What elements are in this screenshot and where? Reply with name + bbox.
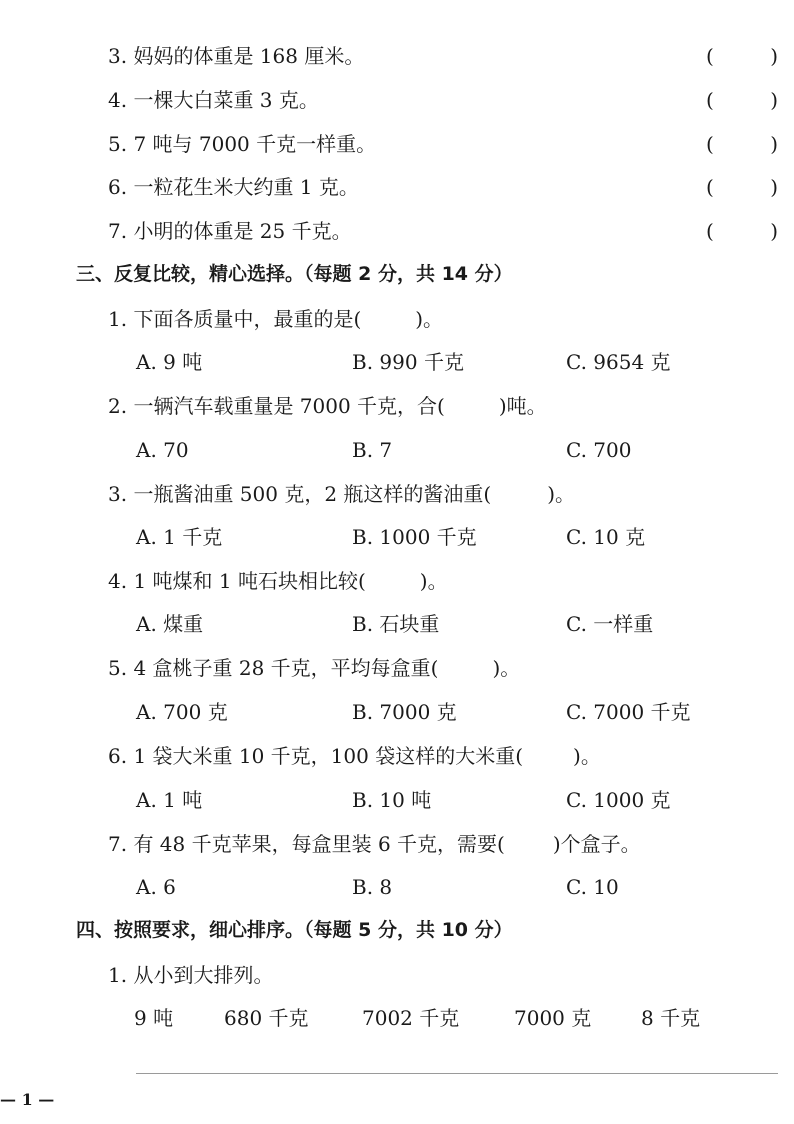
option-c[interactable]: C. 10 克 (566, 525, 646, 549)
judge-text: 7. 小明的体重是 25 千克。 (108, 219, 352, 243)
judge-item: 3. 妈妈的体重是 168 厘米。 ( ) (108, 44, 778, 68)
judge-item: 5. 7 吨与 7000 千克一样重。 ( ) (108, 132, 778, 156)
option-a[interactable]: A. 1 吨 (136, 788, 203, 812)
page-number: — 1 — (0, 1090, 55, 1109)
option-b[interactable]: B. 1000 千克 (352, 525, 477, 549)
judge-text: 6. 一粒花生米大约重 1 克。 (108, 175, 359, 199)
sort-item: 8 千克 (641, 1006, 701, 1030)
option-b[interactable]: B. 7000 克 (352, 700, 457, 724)
section-title: 三、反复比较，精心选择。（每题 2 分，共 14 分） (76, 263, 513, 285)
sort-item: 680 千克 (224, 1006, 309, 1030)
option-b[interactable]: B. 990 千克 (352, 350, 464, 374)
judge-text: 4. 一棵大白菜重 3 克。 (108, 88, 319, 112)
judge-text: 3. 妈妈的体重是 168 厘米。 (108, 44, 365, 68)
sort-item: 7000 克 (514, 1006, 592, 1030)
option-a[interactable]: A. 6 (136, 875, 176, 899)
judge-item: 7. 小明的体重是 25 千克。 ( ) (108, 219, 778, 243)
judge-text: 5. 7 吨与 7000 千克一样重。 (108, 132, 377, 156)
sort-item: 7002 千克 (362, 1006, 460, 1030)
option-c[interactable]: C. 一样重 (566, 612, 654, 636)
question-stem: 7. 有 48 千克苹果，每盒里装 6 千克，需要( )个盒子。 (108, 832, 641, 856)
question-stem: 1. 下面各质量中，最重的是( )。 (108, 307, 444, 331)
judge-item: 6. 一粒花生米大约重 1 克。 ( ) (108, 175, 778, 199)
option-c[interactable]: C. 9654 克 (566, 350, 671, 374)
question-stem: 4. 1 吨煤和 1 吨石块相比较( )。 (108, 569, 448, 593)
sort-item: 9 吨 (134, 1006, 174, 1030)
judge-item: 4. 一棵大白菜重 3 克。 ( ) (108, 88, 778, 112)
question-stem: 2. 一辆汽车载重量是 7000 千克，合( )吨。 (108, 394, 547, 418)
option-a[interactable]: A. 70 (136, 438, 189, 462)
section-title: 四、按照要求，细心排序。（每题 5 分，共 10 分） (76, 919, 513, 941)
option-c[interactable]: C. 10 (566, 875, 619, 899)
question-stem: 1. 从小到大排列。 (108, 963, 274, 987)
option-a[interactable]: A. 700 克 (136, 700, 228, 724)
footer-divider (136, 1073, 778, 1074)
question-stem: 5. 4 盒桃子重 28 千克，平均每盒重( )。 (108, 656, 521, 680)
option-b[interactable]: B. 石块重 (352, 612, 440, 636)
option-c[interactable]: C. 700 (566, 438, 632, 462)
option-b[interactable]: B. 7 (352, 438, 393, 462)
option-a[interactable]: A. 9 吨 (136, 350, 203, 374)
option-a[interactable]: A. 1 千克 (136, 525, 223, 549)
option-b[interactable]: B. 10 吨 (352, 788, 432, 812)
option-b[interactable]: B. 8 (352, 875, 393, 899)
question-stem: 6. 1 袋大米重 10 千克，100 袋这样的大米重( )。 (108, 744, 601, 768)
question-stem: 3. 一瓶酱油重 500 克，2 瓶这样的酱油重( )。 (108, 482, 576, 506)
option-c[interactable]: C. 7000 千克 (566, 700, 691, 724)
option-a[interactable]: A. 煤重 (136, 612, 204, 636)
option-c[interactable]: C. 1000 克 (566, 788, 671, 812)
